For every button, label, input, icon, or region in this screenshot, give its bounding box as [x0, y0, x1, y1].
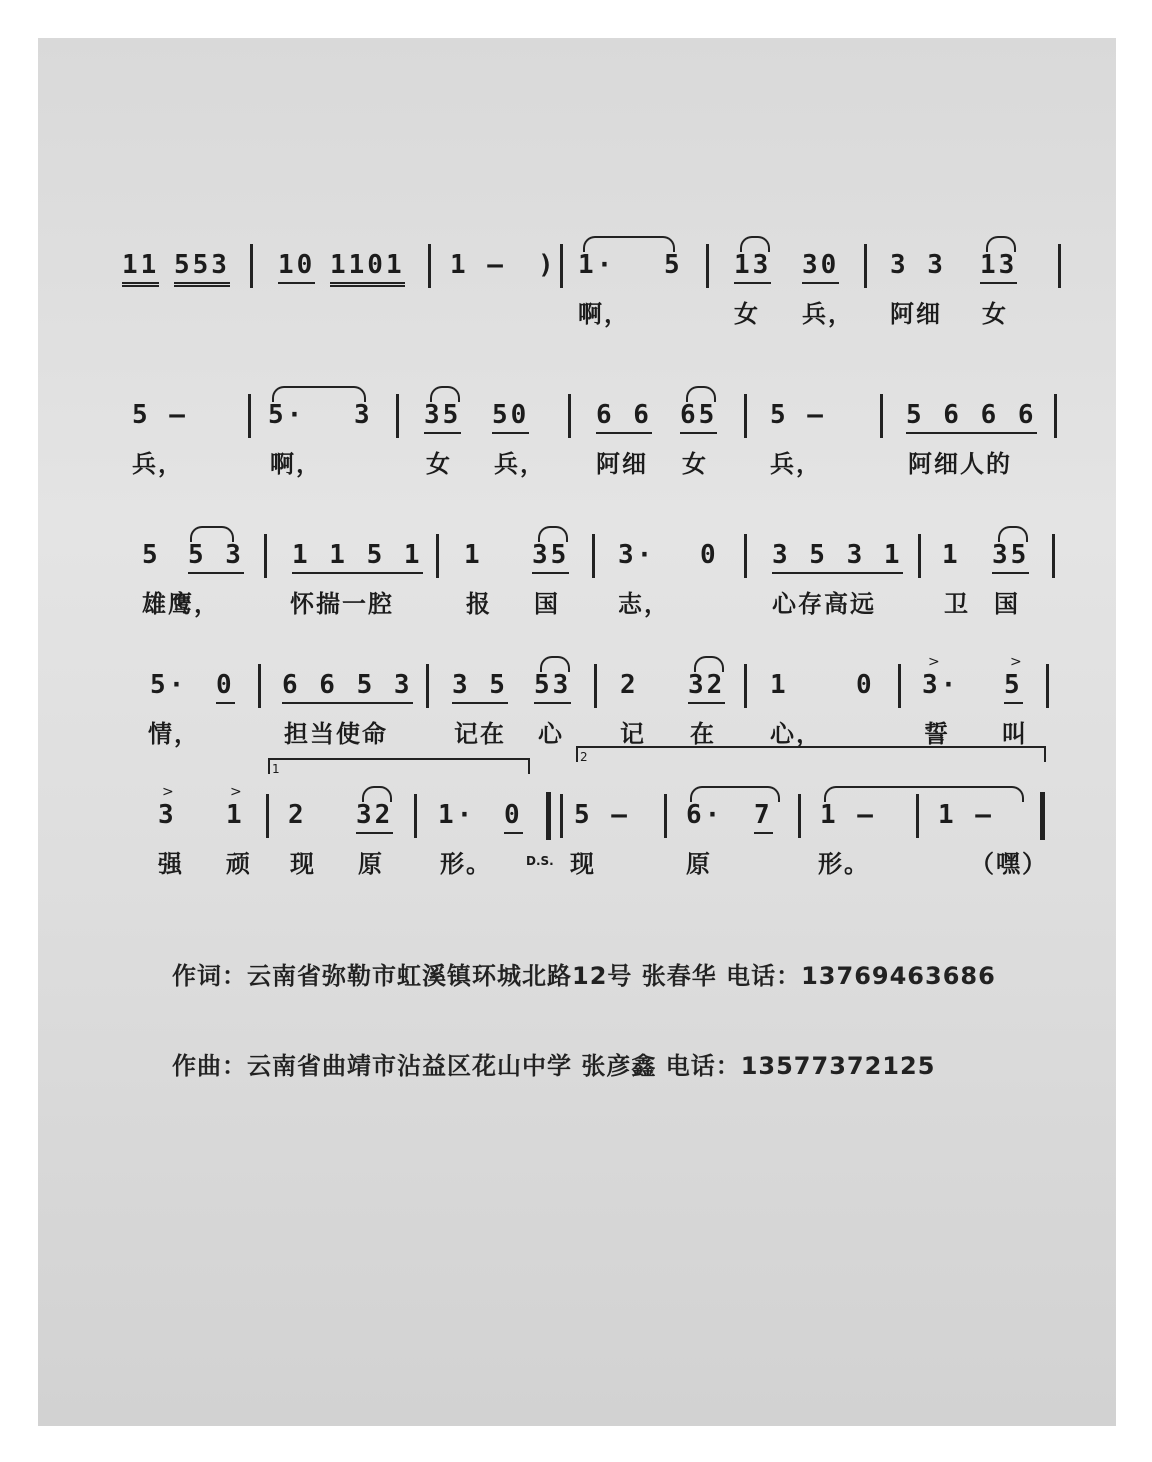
note-group: 0	[856, 670, 875, 700]
lyric: 强	[158, 850, 184, 878]
lyric: 阿细人的	[908, 450, 1012, 478]
lyric: 心，	[770, 720, 822, 748]
note-group: 1	[770, 670, 789, 700]
note-group: 5 –	[574, 800, 630, 830]
note-group: 1 –	[450, 250, 506, 280]
lyric: 女	[982, 300, 1008, 328]
note-group: 1 1 5 1	[292, 540, 423, 574]
note-group: 13	[980, 250, 1017, 284]
lyric: 誓	[924, 720, 950, 748]
dal-segno-mark: D.S.	[526, 854, 554, 868]
lyric: 现	[570, 850, 596, 878]
lyric: 志，	[618, 590, 670, 618]
note-group: 1 –	[820, 800, 876, 830]
lyric: 女	[426, 450, 452, 478]
lyric: 记	[620, 720, 646, 748]
lyric: 阿细	[596, 450, 648, 478]
note-group: 553	[174, 250, 230, 287]
second-ending-bracket	[576, 746, 1046, 762]
note-group: 5	[664, 250, 683, 280]
lyric: 雄鹰，	[142, 590, 220, 618]
note-group: 35	[424, 400, 461, 434]
lyric: 国	[534, 590, 560, 618]
lyric: 兵，	[802, 300, 854, 328]
note-group: 1	[942, 540, 961, 570]
note-group: 5 –	[770, 400, 826, 430]
accent-mark: >	[1010, 654, 1022, 670]
lyric: 记在	[454, 720, 506, 748]
note-group: 1101	[330, 250, 405, 287]
note-group: 5 –	[132, 400, 188, 430]
lyric: 心存高远	[772, 590, 876, 618]
note-group: 53	[534, 670, 571, 704]
lyric: 女	[734, 300, 760, 328]
note-group: 1	[226, 800, 245, 830]
lyric: 怀揣一腔	[290, 590, 394, 618]
note-group: 5 3	[188, 540, 244, 574]
note-group: 3	[354, 400, 373, 430]
note-group: 3 3	[890, 250, 946, 280]
lyric: 情，	[148, 720, 200, 748]
note-group: 7	[754, 800, 773, 834]
lyric: 形。	[818, 850, 870, 878]
note-group: 11	[122, 250, 159, 287]
volta-number: 2	[580, 750, 588, 764]
accent-mark: >	[230, 784, 242, 800]
lyric: 卫	[944, 590, 970, 618]
lyric: 顽	[226, 850, 252, 878]
note-group: 10	[278, 250, 315, 284]
lyric: 兵，	[132, 450, 184, 478]
first-ending-bracket	[268, 758, 530, 774]
lyric: 担当使命	[284, 720, 388, 748]
note-group: 3 5	[452, 670, 508, 704]
note-group: 65	[680, 400, 717, 434]
lyric: 原	[686, 850, 712, 878]
note-group: 6 6 5 3	[282, 670, 413, 704]
volta-number: 1	[272, 762, 280, 776]
note-group: 2	[620, 670, 639, 700]
note-group: 3·	[922, 670, 960, 700]
bracket: )	[538, 250, 557, 280]
note-group: 0	[700, 540, 719, 570]
lyric: 阿细	[890, 300, 942, 328]
note-group: 5	[142, 540, 161, 570]
note-group: 30	[802, 250, 839, 284]
note-group: 35	[532, 540, 569, 574]
lyric: 心	[538, 720, 564, 748]
note-group: 1	[464, 540, 483, 570]
lyric: 现	[290, 850, 316, 878]
note-group: 1 –	[938, 800, 994, 830]
note-group: 35	[992, 540, 1029, 574]
lyric: 在	[690, 720, 716, 748]
note-group: 5·	[268, 400, 306, 430]
lyric: 形。	[440, 850, 492, 878]
note-group: 5 6 6 6	[906, 400, 1037, 434]
note-group: 13	[734, 250, 771, 284]
lyric: （嘿）	[970, 850, 1048, 878]
note-group: 0	[504, 800, 523, 834]
note-group: 32	[356, 800, 393, 834]
note-group: 32	[688, 670, 725, 704]
lyric: 报	[466, 590, 492, 618]
note-group: 5	[1004, 670, 1023, 704]
lyric: 女	[682, 450, 708, 478]
note-group: 5·	[150, 670, 188, 700]
note-group: 1·	[578, 250, 616, 280]
note-group: 1·	[438, 800, 476, 830]
note-group: 3	[158, 800, 177, 830]
lyric: 原	[358, 850, 384, 878]
note-group: 6 6	[596, 400, 652, 434]
note-group: 3 5 3 1	[772, 540, 903, 574]
lyric: 兵，	[494, 450, 546, 478]
lyric: 啊，	[578, 300, 630, 328]
lyric: 叫	[1002, 720, 1028, 748]
lyric: 国	[994, 590, 1020, 618]
lyric: 兵，	[770, 450, 822, 478]
score-sheet	[38, 38, 1116, 1426]
note-group: 3·	[618, 540, 656, 570]
note-group: 6·	[686, 800, 724, 830]
lyricist-credit: 作词：云南省弥勒市虹溪镇环城北路12号 张春华 电话：13769463686	[172, 962, 996, 990]
composer-credit: 作曲：云南省曲靖市沾益区花山中学 张彦鑫 电话：13577372125	[172, 1052, 936, 1080]
note-group: 50	[492, 400, 529, 434]
lyric: 啊，	[270, 450, 322, 478]
note-group: 0	[216, 670, 235, 704]
note-group: 2	[288, 800, 307, 830]
accent-mark: >	[162, 784, 174, 800]
accent-mark: >	[928, 654, 940, 670]
